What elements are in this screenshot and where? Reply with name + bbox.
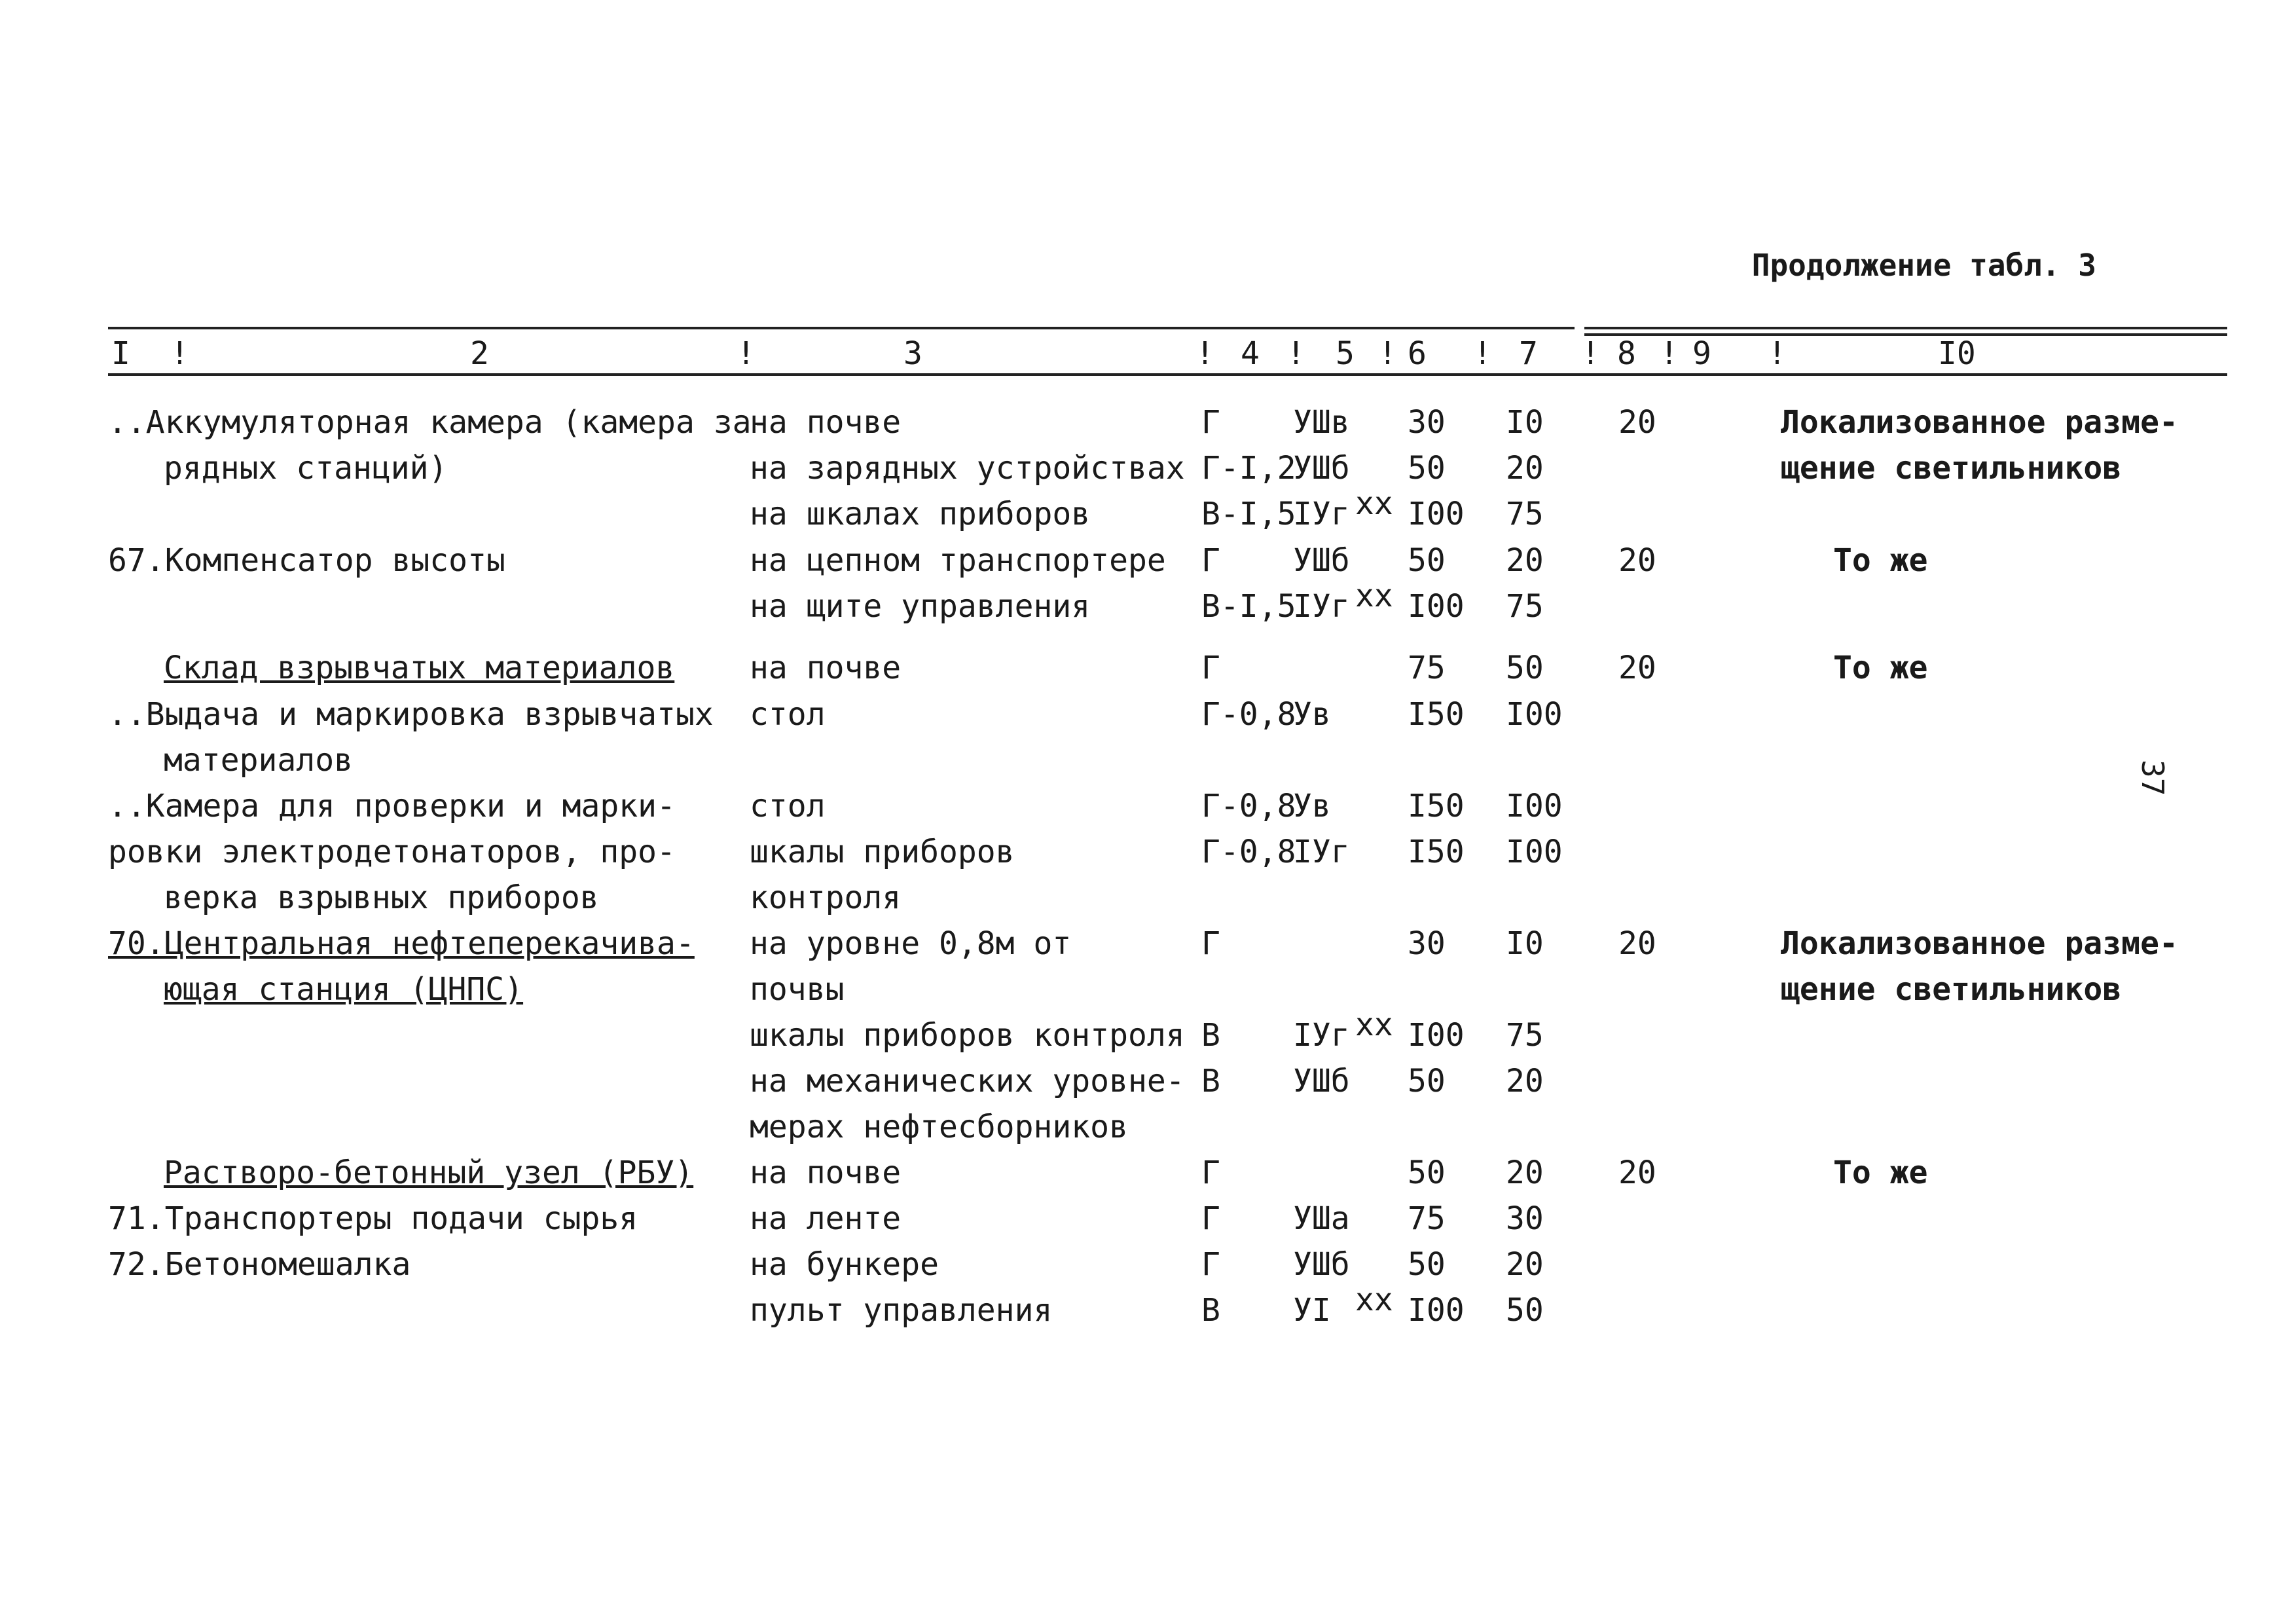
- header-sep: !: [1378, 335, 1397, 372]
- col-3-surface: на зарядных устройствах: [750, 450, 1185, 487]
- top-rule-right: [1584, 327, 2227, 329]
- col-6-value: 50: [1408, 1246, 1446, 1283]
- col-4-value: Г-0,8: [1201, 788, 1296, 824]
- col-2-object: Склад взрывчатых материалов: [164, 650, 675, 686]
- col-8-value: 20: [1618, 1154, 1656, 1191]
- col-6-value: 30: [1408, 925, 1446, 962]
- col-6-value: 30: [1408, 404, 1446, 441]
- col-3-surface: на ленте: [750, 1200, 902, 1237]
- footnote-mark: xx: [1355, 1006, 1393, 1043]
- header-sep: !: [1660, 335, 1679, 372]
- col-7-value: 50: [1506, 650, 1544, 686]
- col-5-value: Ув: [1293, 696, 1331, 733]
- col-2-object: 67.Компенсатор высоты: [108, 542, 505, 579]
- top-rule: [108, 327, 1575, 329]
- col-7-value: 20: [1506, 1063, 1544, 1099]
- col-6-value: 50: [1408, 1063, 1446, 1099]
- col-3-surface: почвы: [750, 971, 845, 1008]
- col-7-value: 75: [1506, 1017, 1544, 1054]
- col-7-value: I0: [1506, 404, 1544, 441]
- col-5-value: IУг: [1293, 588, 1350, 625]
- col-2-object: рядных станций): [164, 450, 448, 487]
- col-4-value: Г: [1201, 650, 1220, 686]
- col-8-value: 20: [1618, 404, 1656, 441]
- header-col-4: 4: [1241, 335, 1260, 372]
- col-6-value: 50: [1408, 542, 1446, 579]
- header-col-7: 7: [1519, 335, 1538, 372]
- top-rule-right-double: [1584, 333, 2227, 336]
- footnote-mark: xx: [1355, 485, 1393, 522]
- col-7-value: I00: [1506, 696, 1563, 733]
- col-4-value: В: [1201, 1292, 1220, 1329]
- col-3-surface: шкалы приборов контроля: [750, 1017, 1185, 1054]
- col-6-value: 75: [1408, 650, 1446, 686]
- col-6-value: I00: [1408, 1017, 1465, 1054]
- col-5-value: УШа: [1293, 1200, 1350, 1237]
- col-3-surface: на уровне 0,8м от: [750, 925, 1072, 962]
- footnote-mark: xx: [1355, 578, 1393, 614]
- header-sep: !: [737, 335, 756, 372]
- page-number: 37: [2135, 760, 2170, 796]
- col-7-value: I00: [1506, 834, 1563, 870]
- col-5-value: УI: [1293, 1292, 1331, 1329]
- col-6-value: I50: [1408, 696, 1465, 733]
- col-3-surface: на шкалах приборов: [750, 496, 1091, 532]
- header-sep: !: [1473, 335, 1492, 372]
- col-7-value: 20: [1506, 542, 1544, 579]
- col-3-surface: стол: [750, 696, 826, 733]
- col-4-value: Г: [1201, 1154, 1220, 1191]
- col-5-value: УШб: [1293, 1063, 1350, 1099]
- col-4-value: Г-0,8: [1201, 696, 1296, 733]
- col-2-object: ..Камера для проверки и марки-: [108, 788, 676, 824]
- col-3-surface: на механических уровне-: [750, 1063, 1185, 1099]
- col-8-value: 20: [1618, 650, 1656, 686]
- col-5-value: УШб: [1293, 1246, 1350, 1283]
- header-sep: !: [1195, 335, 1214, 372]
- col-7-value: 30: [1506, 1200, 1544, 1237]
- col-4-value: В-I,5: [1201, 496, 1296, 532]
- col-7-value: I0: [1506, 925, 1544, 962]
- header-col-8: 8: [1617, 335, 1636, 372]
- col-2-object: 70.Центральная нефтеперекачива-: [108, 925, 695, 962]
- header-sep: !: [1768, 335, 1787, 372]
- col-8-value: 20: [1618, 542, 1656, 579]
- col-4-value: Г: [1201, 404, 1220, 441]
- col-10-note: То же: [1833, 542, 1928, 579]
- col-6-value: I00: [1408, 1292, 1465, 1329]
- header-sep: !: [170, 335, 189, 372]
- col-7-value: 20: [1506, 450, 1544, 487]
- col-5-value: УШб: [1293, 542, 1350, 579]
- col-4-value: В: [1201, 1063, 1220, 1099]
- col-6-value: I00: [1408, 588, 1465, 625]
- col-6-value: I50: [1408, 788, 1465, 824]
- col-5-value: УШв: [1293, 404, 1350, 441]
- col-4-value: Г-I,2: [1201, 450, 1296, 487]
- col-7-value: 75: [1506, 588, 1544, 625]
- col-6-value: I50: [1408, 834, 1465, 870]
- col-10-note: Локализованное разме-: [1781, 404, 2178, 441]
- col-2-object: материалов: [164, 742, 353, 779]
- col-5-value: IУг: [1293, 496, 1350, 532]
- col-8-value: 20: [1618, 925, 1656, 962]
- header-col-1: I: [111, 335, 130, 372]
- col-3-surface: стол: [750, 788, 826, 824]
- col-7-value: 75: [1506, 496, 1544, 532]
- header-col-5: 5: [1336, 335, 1355, 372]
- col-4-value: Г: [1201, 1200, 1220, 1237]
- col-4-value: В-I,5: [1201, 588, 1296, 625]
- col-2-object: ..Выдача и маркировка взрывчатых: [108, 696, 714, 733]
- header-col-6: 6: [1408, 335, 1427, 372]
- col-3-surface: на бункере: [750, 1246, 939, 1283]
- col-7-value: 20: [1506, 1246, 1544, 1283]
- col-3-surface: на почве: [750, 404, 902, 441]
- header-col-9: 9: [1692, 335, 1711, 372]
- col-5-value: IУг: [1293, 1017, 1350, 1054]
- col-10-note: То же: [1833, 650, 1928, 686]
- col-4-value: В: [1201, 1017, 1220, 1054]
- col-6-value: I00: [1408, 496, 1465, 532]
- col-3-surface: на цепном транспортере: [750, 542, 1166, 579]
- col-4-value: Г-0,8: [1201, 834, 1296, 870]
- col-3-surface: пульт управления: [750, 1292, 1053, 1329]
- col-3-surface: мерах нефтесборников: [750, 1109, 1128, 1145]
- col-4-value: Г: [1201, 542, 1220, 579]
- col-7-value: I00: [1506, 788, 1563, 824]
- table-caption: Продолжение табл. 3: [1751, 248, 2096, 283]
- col-7-value: 20: [1506, 1154, 1544, 1191]
- col-10-note: щение светильников: [1781, 971, 2122, 1008]
- col-5-value: Ув: [1293, 788, 1331, 824]
- col-2-object: ющая станция (ЦНПС): [164, 971, 524, 1008]
- col-10-note: Локализованное разме-: [1781, 925, 2178, 962]
- header-sep: !: [1581, 335, 1600, 372]
- footnote-mark: xx: [1355, 1282, 1393, 1318]
- col-3-surface: контроля: [750, 879, 902, 916]
- header-bottom-rule: [108, 373, 2227, 376]
- header-col-3: 3: [903, 335, 922, 372]
- col-10-note: щение светильников: [1781, 450, 2122, 487]
- col-2-object: ..Аккумуляторная камера (камера за-: [108, 404, 771, 441]
- header-sep: !: [1286, 335, 1305, 372]
- col-3-surface: на почве: [750, 1154, 902, 1191]
- header-col-2: 2: [470, 335, 489, 372]
- header-col-10: I0: [1938, 335, 1976, 372]
- col-6-value: 75: [1408, 1200, 1446, 1237]
- col-6-value: 50: [1408, 1154, 1446, 1191]
- col-10-note: То же: [1833, 1154, 1928, 1191]
- col-6-value: 50: [1408, 450, 1446, 487]
- col-3-surface: на щите управления: [750, 588, 1091, 625]
- col-2-object: ровки электродетонаторов, про-: [108, 834, 676, 870]
- col-5-value: IУг: [1293, 834, 1350, 870]
- col-2-object: Растворо-бетонный узел (РБУ): [164, 1154, 694, 1191]
- col-2-object: верка взрывных приборов: [164, 879, 599, 916]
- col-2-object: 72.Бетономешалка: [108, 1246, 411, 1283]
- col-4-value: Г: [1201, 925, 1220, 962]
- col-3-surface: на почве: [750, 650, 902, 686]
- col-7-value: 50: [1506, 1292, 1544, 1329]
- col-3-surface: шкалы приборов: [750, 834, 1015, 870]
- col-5-value: УШб: [1293, 450, 1350, 487]
- col-4-value: Г: [1201, 1246, 1220, 1283]
- col-2-object: 71.Транспортеры подачи сырья: [108, 1200, 638, 1237]
